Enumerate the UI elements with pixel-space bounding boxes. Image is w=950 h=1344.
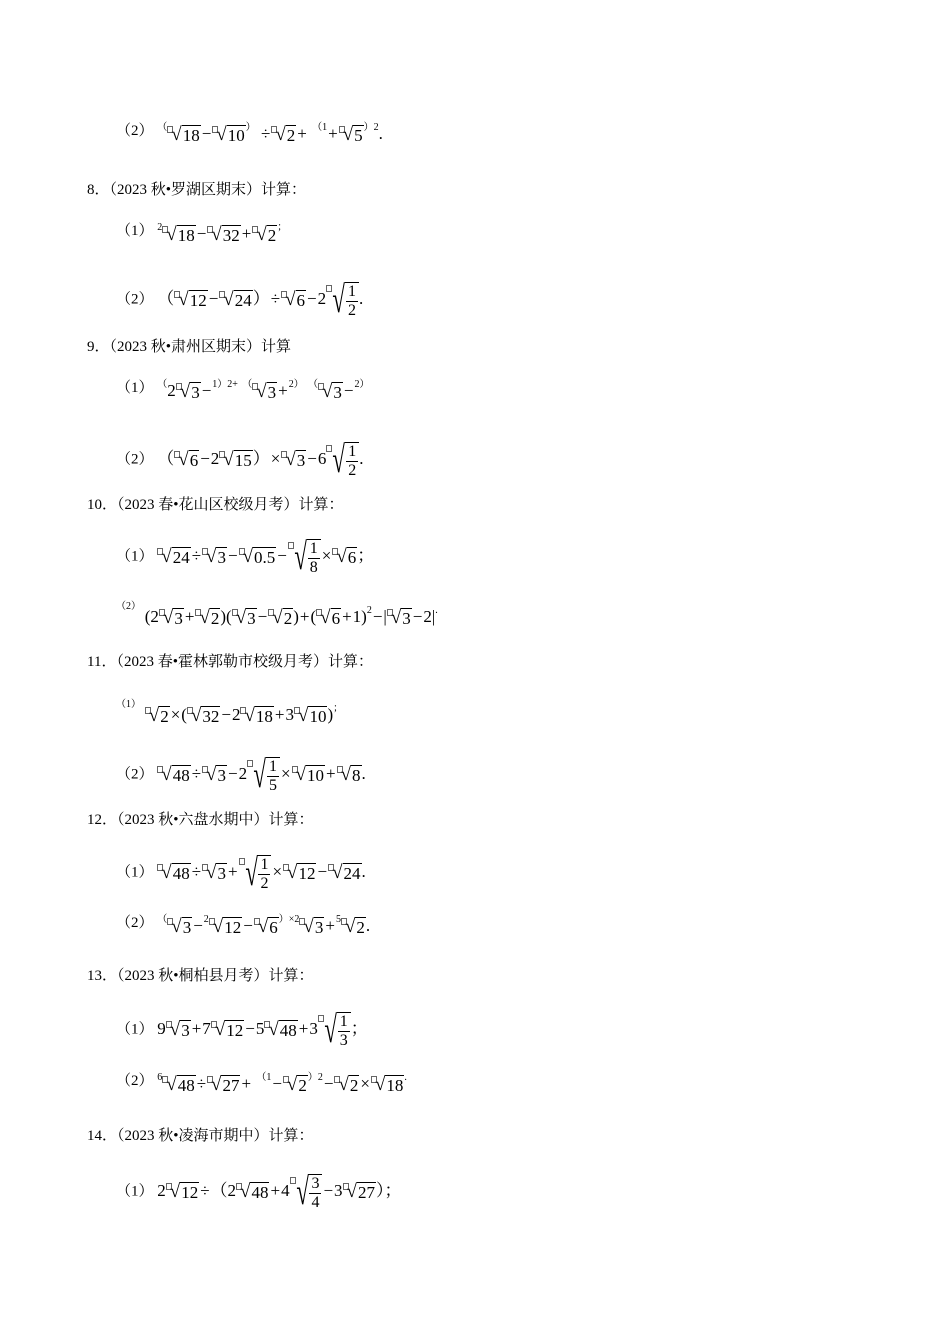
problem-14-heading — [87, 1126, 314, 1146]
part-label: （1） — [116, 222, 154, 239]
problem-11-part-1 — [116, 695, 343, 726]
sqrt: √ 10 — [212, 125, 245, 145]
sqrt: √ 32 — [187, 706, 220, 726]
problem-11-part-2 — [116, 755, 366, 795]
sqrt: √ 32 — [207, 225, 240, 245]
sqrt: √ 6 — [254, 917, 279, 937]
sqrt-fraction: √ $\frac{1}{2}$ — [326, 440, 359, 480]
sqrt: √ 2 — [334, 1075, 359, 1095]
sqrt: √ 6 — [316, 608, 341, 628]
sqrt: √ 18 — [371, 1075, 404, 1095]
sqrt: √ 24 — [219, 290, 252, 310]
sqrt: √ 3 — [167, 917, 192, 937]
sqrt: √ 12 — [174, 290, 207, 310]
part-label: （2） — [116, 766, 154, 783]
problem-9-part-1 — [116, 375, 370, 402]
sqrt: √ 2 — [341, 917, 366, 937]
sqrt: √ 18 — [167, 125, 200, 145]
sqrt: √ 48 — [162, 1075, 195, 1095]
sqrt: √ 3 — [232, 608, 257, 628]
expression: 2 √ 12 ÷（2 √ 48 +4 √ $\frac{3}{4}$ −3 √ 27 ）； — [157, 1171, 402, 1213]
part-label: （2） — [116, 291, 154, 308]
problem-13-part-2 — [116, 1068, 407, 1095]
problem-13-heading — [87, 966, 314, 986]
problem-source: （2023 秋•六盘水期中）计算： — [117, 812, 314, 828]
problem-7-part-2 — [116, 118, 383, 145]
sqrt: √ 3 — [159, 608, 184, 628]
problem-source: （2023 春•霍林郭勒市校级月考）计算： — [116, 654, 373, 670]
sqrt: √ 3 — [202, 765, 227, 785]
problem-8-part-2 — [116, 280, 363, 320]
sqrt: √ 48 — [236, 1182, 269, 1202]
part-label: （1） — [116, 1183, 154, 1200]
problem-number: 12． — [87, 812, 118, 828]
problem-source: （2023 秋•凌海市期中）计算： — [117, 1128, 314, 1144]
expression: (2 √ 3 + √ 2 )( √ 3 − √ 2 )+( √ 6 +1)$^2$−| √ 3 −2|. — [144, 605, 438, 629]
sqrt: √ 48 — [264, 1020, 297, 1040]
problem-10-part-2 — [116, 597, 438, 628]
sqrt: √ 27 — [343, 1182, 376, 1202]
sqrt-fraction: √ $\frac{1}{2}$ — [239, 853, 272, 893]
sqrt: √ 48 — [157, 863, 190, 883]
problem-number: 14． — [87, 1128, 118, 1144]
sqrt: √ 10 — [294, 706, 327, 726]
problem-source: （2023 秋•肃州区期末）计算 — [109, 339, 292, 355]
problem-9-heading — [87, 337, 291, 357]
sqrt: √ 6 — [281, 290, 306, 310]
sqrt: √ 12 — [283, 863, 316, 883]
expression: （ √ 12 − √ 24 ）÷ √ 6 −2 √ $\frac{1}{2}$ . — [157, 279, 364, 321]
expression: √ 48 ÷ √ 3 + √ $\frac{1}{2}$ × √ 12 − √ 24 . — [157, 853, 365, 893]
sqrt: √ 18 — [240, 706, 273, 726]
problem-14-part-1 — [116, 1172, 401, 1212]
sqrt: √ 12 — [166, 1182, 199, 1202]
sqrt: √ 3 — [202, 547, 227, 567]
expression: $^6$ √ 48 ÷ √ 27 + $^{(1}$− √ 2 $^{)2}$− √ 2 × √ 18 . — [157, 1072, 407, 1096]
sqrt: √ 2 — [271, 125, 296, 145]
problem-12-heading — [87, 810, 314, 830]
sqrt: √ 3 — [202, 863, 227, 883]
sqrt: √ 3 — [281, 450, 306, 470]
sqrt-fraction: √ $\frac{1}{5}$ — [247, 755, 280, 795]
expression: √ 2 ×( √ 32 −2 √ 18 +3 √ 10 )； — [145, 699, 343, 726]
sqrt: √ 3 — [318, 382, 343, 402]
sqrt: √ 2 — [268, 608, 293, 628]
part-label: （1） — [116, 1021, 154, 1038]
problem-11-heading — [87, 652, 373, 672]
sqrt: √ 10 — [292, 765, 325, 785]
sqrt: √ 2 — [283, 1075, 308, 1095]
sqrt: √ 2 — [145, 706, 170, 726]
expression: （ √ 6 −2 √ 15 ）× √ 3 −6 √ $\frac{1}{2}$ . — [157, 439, 364, 481]
problem-source: （2023 秋•桐柏县月考）计算： — [117, 968, 314, 984]
expression: √ 48 ÷ √ 3 −2 √ $\frac{1}{5}$ × √ 10 + √ 8 . — [157, 755, 365, 795]
sqrt: √ 8 — [337, 765, 362, 785]
sqrt-fraction: √ $\frac{1}{2}$ — [326, 280, 359, 320]
problem-13-part-1 — [116, 1010, 368, 1050]
sqrt-fraction: √ $\frac{1}{3}$ — [318, 1010, 351, 1050]
part-label: （1） — [116, 548, 154, 565]
sqrt: √ 12 — [211, 1020, 244, 1040]
sqrt: √ 48 — [157, 765, 190, 785]
sqrt: √ 5 — [339, 125, 364, 145]
problem-8-part-1 — [116, 218, 287, 245]
sqrt: √ 2 — [195, 608, 220, 628]
sqrt: √ 27 — [207, 1075, 240, 1095]
expression: 9 √ 3 +7 √ 12 −5 √ 48 +3 √ $\frac{1}{3}$ ； — [157, 1009, 368, 1051]
sqrt: √ 15 — [219, 450, 252, 470]
sqrt: √ 3 — [387, 608, 412, 628]
problem-8-heading — [87, 180, 306, 200]
sqrt: √ 3 — [252, 382, 277, 402]
problem-number: 11． — [87, 654, 117, 670]
expression: √ 24 ÷ √ 3 − √ 0.5 − √ $\frac{1}{8}$ × √ 6 ； — [157, 537, 374, 577]
part-label: （1） — [116, 379, 154, 396]
sqrt: √ 6 — [332, 547, 357, 567]
part-label: （2） — [116, 601, 141, 612]
problem-12-part-1 — [116, 853, 366, 893]
problem-number: 9． — [87, 339, 110, 355]
problem-12-part-2 — [116, 910, 370, 937]
expression: （2 √ 3 −$^{1)2+}$ （ √ 3 +$^{2)}$ （ √ 3 −$^{2)}$ — [157, 379, 370, 403]
sqrt: √ 12 — [209, 917, 242, 937]
sqrt: √ 3 — [166, 1020, 191, 1040]
problem-number: 10． — [87, 497, 118, 513]
sqrt: √ 3 — [299, 917, 324, 937]
expression: （ √ 3 −$^2$ √ 12 − √ 6 $^{)\times 2}$ √ 3 +$^5$ √ 2 . — [157, 914, 371, 938]
problem-number: 8． — [87, 182, 110, 198]
sqrt: √ 24 — [157, 547, 190, 567]
sqrt: √ 24 — [328, 863, 361, 883]
expression: $^2$ √ 18 − √ 32 + √ 2 ； — [157, 222, 288, 246]
sqrt: √ 18 — [162, 225, 195, 245]
part-label: （2） — [116, 914, 154, 931]
sqrt-fraction: √ $\frac{1}{8}$ — [288, 537, 321, 577]
sqrt-fraction: √ $\frac{3}{4}$ — [290, 1172, 323, 1212]
problem-source: （2023 秋•罗湖区期末）计算： — [109, 182, 307, 198]
part-label: （2） — [116, 451, 154, 468]
problem-9-part-2 — [116, 440, 363, 480]
problem-10-part-1 — [116, 537, 374, 577]
part-label: （1） — [116, 699, 141, 710]
expression: （ √ 18 − √ 10 ） ÷ √ 2 + $^{(1}$+ √ 5 $^{)2}$. — [157, 122, 383, 146]
sqrt: √ 3 — [176, 382, 201, 402]
sqrt: √ 6 — [174, 450, 199, 470]
sqrt: √ 2 — [252, 225, 277, 245]
problem-source: （2023 春•花山区校级月考）计算： — [117, 497, 344, 513]
part-label: （2） — [116, 1072, 154, 1089]
part-label: （1） — [116, 864, 154, 881]
sqrt: √ 0.5 — [239, 547, 277, 567]
problem-number: 13． — [87, 968, 118, 984]
problem-10-heading — [87, 495, 344, 515]
part-label: （2） — [116, 122, 154, 139]
